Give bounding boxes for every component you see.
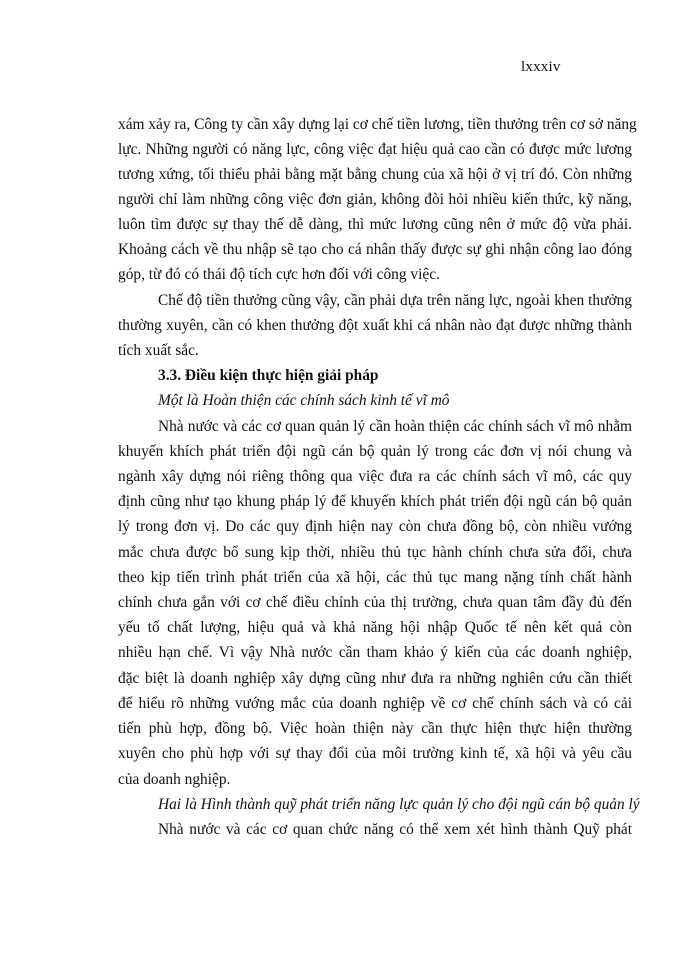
paragraph-line: đặc biệt là doanh nghiệp xây dựng cũng như đưa ra những nghiên cứu cần thiết [118, 670, 632, 687]
paragraph-line: Nhà nước và các cơ quan chức năng có thể xem xét hình thành Quỹ phát [158, 821, 632, 838]
paragraph-line: Khoảng cách về thu nhập sẽ tạo cho cá nhân thấy được sự ghi nhận công lao đóng [118, 241, 632, 258]
paragraph-line: mắc chưa được bổ sung kịp thời, nhiều thủ tục hành chính chưa sửa đổi, chưa [118, 544, 632, 561]
paragraph-line: xuyên cho phù hợp với sự thay đổi của môi trường kinh tế, xã hội và yêu cầu [118, 745, 632, 762]
page-number: lxxxiv [521, 59, 561, 75]
paragraph-line: khuyến khích phát triển đội ngũ cán bộ quản lý trong các đơn vị nói chung và [118, 443, 632, 460]
paragraph-line: người chỉ làm những công việc đơn giản, không đòi hỏi nhiều kiến thức, kỹ năng, [118, 191, 632, 208]
paragraph-line: luôn tìm được sự thay thế dễ dàng, thì mức lương cũng nên ở mức độ vừa phải. [118, 216, 632, 233]
section-heading: 3.3. Điều kiện thực hiện giải pháp [158, 367, 379, 384]
paragraph-line: theo kịp tiến trình phát triển của xã hội, các thủ tục mang nặng tính chất hành [118, 569, 632, 586]
paragraph-line: định cũng như tạo khung pháp lý để khuyến khích phát triển đội ngũ cán bộ quản [118, 493, 632, 510]
paragraph-line: ngành xây dựng nói riêng thông qua việc đưa ra các chính sách vĩ mô, các quy [118, 468, 632, 485]
paragraph-line: của doanh nghiệp. [118, 771, 231, 788]
paragraph-line: góp, từ đó có thái độ tích cực hơn đối với công việc. [118, 266, 440, 283]
paragraph-line: thường xuyên, cần có khen thưởng đột xuất khi cá nhân nào đạt được những thành [118, 317, 632, 334]
subsection-heading: Hai là Hình thành quỹ phát triển năng lực quản lý cho đội ngũ cán bộ quản lý [158, 796, 640, 813]
paragraph-line: tích xuất sắc. [118, 342, 199, 359]
paragraph-line: xám xảy ra, Công ty cần xây dựng lại cơ chế tiền lương, tiền thưởng trên cơ sở năng [118, 116, 637, 133]
paragraph-line: nhiều hạn chế. Vì vậy Nhà nước cần tham khảo ý kiến của các doanh nghiệp, [118, 644, 632, 661]
paragraph-line: Chế độ tiền thưởng cũng vậy, cần phải dựa trên năng lực, ngoài khen thưởng [158, 292, 632, 309]
paragraph-line: chính chưa gắn với cơ chế điều chỉnh của thị trường, chưa quan tâm đầy đủ đến [118, 594, 632, 611]
paragraph-line: lý trong đơn vị. Do các quy định hiện nay còn chưa đồng bộ, còn nhiều vướng [118, 518, 632, 535]
paragraph-line: Nhà nước và các cơ quan quản lý cần hoàn thiện các chính sách vĩ mô nhằm [158, 418, 632, 435]
paragraph-line: tiến phù hợp, đồng bộ. Việc hoàn thiện này cần thực hiện thực hiện thường [118, 720, 632, 737]
paragraph-line: yếu tố chất lượng, hiệu quả và khả năng hội nhập Quốc tế nên kết quả còn [118, 619, 632, 636]
subsection-heading: Một là Hoàn thiện các chính sách kinh tế vĩ mô [158, 392, 450, 409]
paragraph-line: tương xứng, tối thiểu phải bằng mặt bằng chung của xã hội ở vị trí đó. Còn những [118, 166, 632, 183]
paragraph-line: để hiểu rõ những vướng mắc của doanh nghiệp về cơ chế chính sách và có cải [118, 695, 632, 712]
paragraph-line: lực. Những người có năng lực, công việc đạt hiệu quả cao cần có được mức lương [118, 141, 632, 158]
